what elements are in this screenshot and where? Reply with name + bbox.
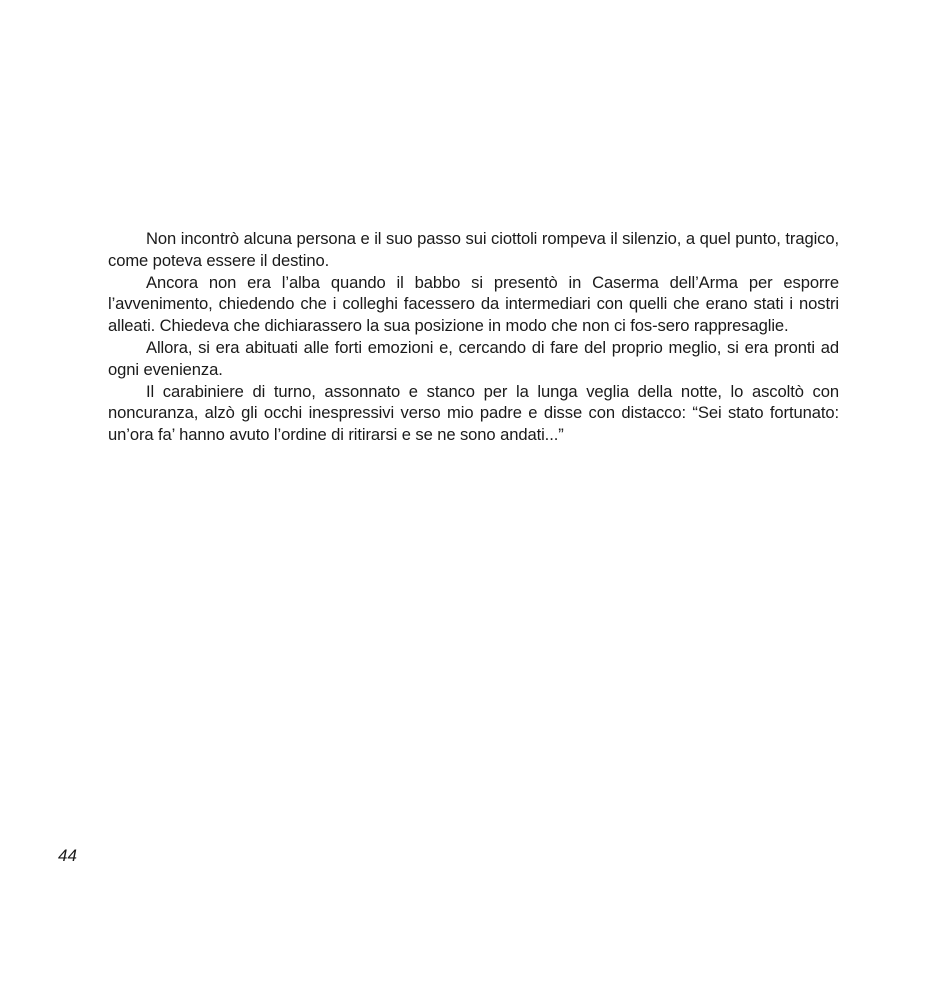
- page-number: 44: [58, 846, 77, 865]
- paragraph: Allora, si era abituati alle forti emozioni e, cercando di fare del proprio meglio, si era pronti ad ogni evenienza.: [108, 337, 839, 379]
- paragraph: Ancora non era l’alba quando il babbo si presentò in Caserma dell’Arma per esporre l’avvenimento, chiedendo che i colleghi facessero da intermediari con quelli che erano stati i nostri alleati. Chiedeva che dichiarassero la sua posizione in modo che non ci fos-sero rappresaglie.: [108, 272, 839, 336]
- page-body-text: [108, 228, 839, 446]
- paragraph: Il carabiniere di turno, assonnato e stanco per la lunga veglia della notte, lo ascoltò con noncuranza, alzò gli occhi inespressivi verso mio padre e disse con distacco: “Sei stato fortunato: un’ora fa’ hanno avuto l’ordine di ritirarsi e se ne sono andati...”: [108, 381, 839, 445]
- paragraph: Non incontrò alcuna persona e il suo passo sui ciottoli rompeva il silenzio, a quel punto, tragico, come poteva essere il destino.: [108, 229, 839, 270]
